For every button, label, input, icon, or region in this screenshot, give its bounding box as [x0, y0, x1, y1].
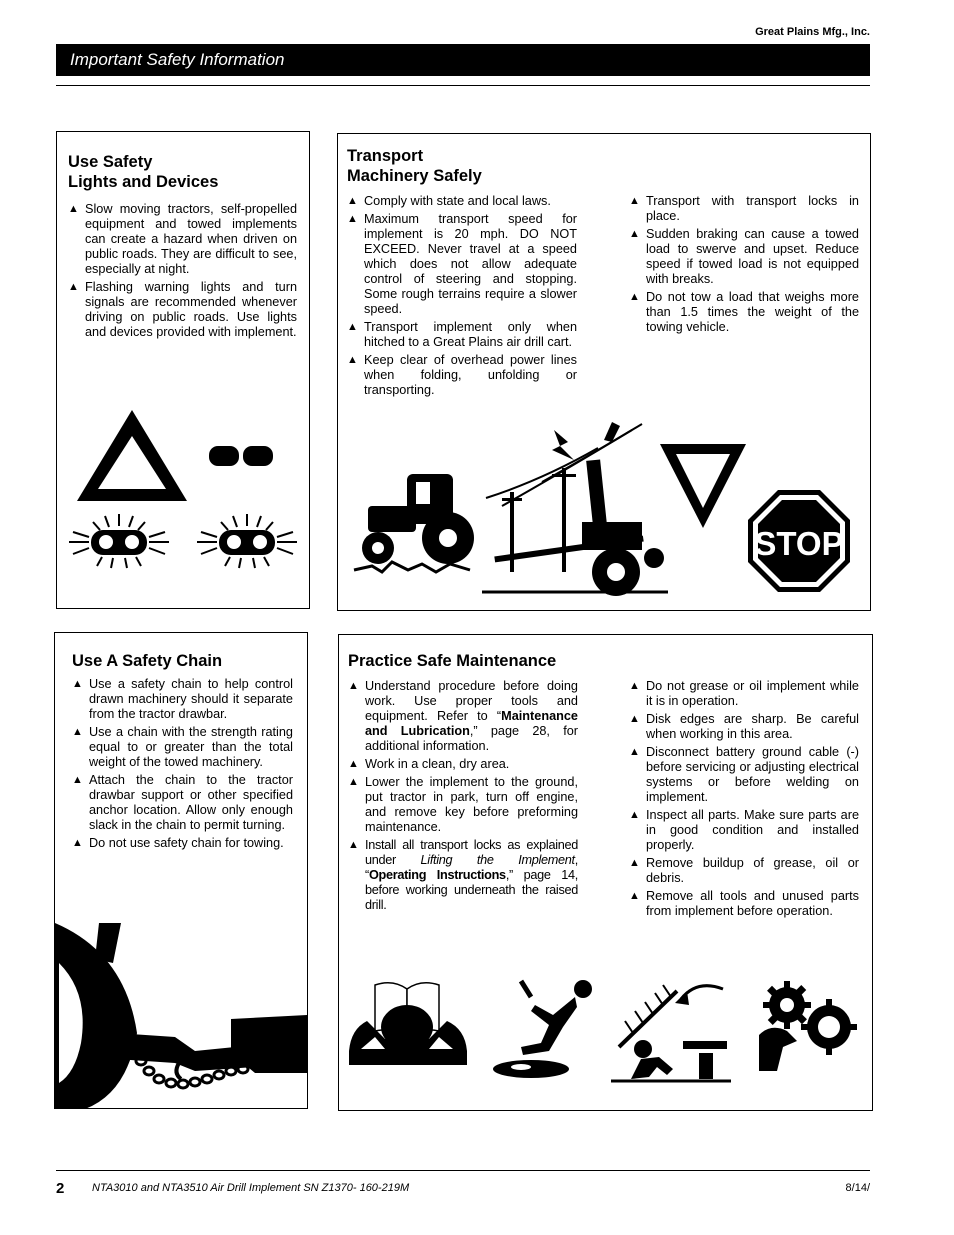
list-item: ▲ Do not grease or oil implement while it is in operation. — [629, 679, 859, 709]
maintenance-heading: Practice Safe Maintenance — [348, 652, 557, 670]
page-number: 2 — [56, 1180, 65, 1197]
list-item: ▲ Install all transport locks as explained under Lifting the Implement, “Operating Instructions,” page 14, before working underneath the raised drill. — [348, 838, 578, 913]
list-item: ▲ Use a chain with the strength rating equal to or greater than the total weight of the towed machinery. — [72, 725, 293, 770]
list-item: ▲ Comply with state and local laws. — [347, 194, 577, 209]
list-item: ▲ Keep clear of overhead power lines when folding, unfolding or transporting. — [347, 353, 577, 398]
list-item: ▲ Sudden braking can cause a towed load to swerve and upset. Reduce speed if towed load is not equipped with breaks. — [629, 227, 859, 287]
list-item: ▲ Understand procedure before doing work. Use proper tools and equipment. Refer to “Maintenance and Lubrication,” page 28, for additional information. — [348, 679, 578, 754]
flashing-warning-light-icon — [67, 512, 171, 570]
falling-implement-crush-icon — [611, 977, 733, 1083]
list-item: ▲ Slow moving tractors, self-propelled equipment and towed implements can create a hazard when driven on public roads. They are difficult to see, especially at night. — [68, 202, 297, 277]
lights-list — [68, 202, 297, 340]
slow-moving-vehicle-emblem-icon — [75, 408, 189, 503]
list-item: ▲ Inspect all parts. Make sure parts are in good condition and installed properly. — [629, 808, 859, 853]
slip-hazard-icon — [491, 975, 595, 1081]
rotating-gears-hand-icon — [757, 975, 857, 1075]
list-item: ▲ Attach the chain to the tractor drawbar support or other specified anchor location. Allow only enough slack in the chain to permit turning. — [72, 773, 293, 833]
list-item: ▲ Disk edges are sharp. Be careful when working in this area. — [629, 712, 859, 742]
section-title: Important Safety Information — [70, 50, 285, 69]
list-item: ▲ Maximum transport speed for implement is 20 mph. DO NOT EXCEED. Never travel at a speed which does not allow adequate control of steering and stopping. Some rough terrains require a slower speed. — [347, 212, 577, 317]
section-title-bar — [56, 44, 870, 76]
stop-sign-text: STOP — [754, 525, 844, 562]
document-title: NTA3010 and NTA3510 Air Drill Implement SN Z1370- 160-219M — [92, 1182, 410, 1194]
lights-panel — [56, 131, 310, 609]
company-name: Great Plains Mfg., Inc. — [755, 26, 870, 38]
footer-rule — [56, 1170, 870, 1171]
header-rule — [56, 85, 870, 86]
list-item: ▲ Transport implement only when hitched to a Great Plains air drill cart. — [347, 320, 577, 350]
safety-chain-hitch-icon — [55, 923, 307, 1109]
list-item: ▲ Use a safety chain to help control drawn machinery should it separate from the tractor drawbar. — [72, 677, 293, 722]
list-item: ▲ Remove buildup of grease, oil or debris. — [629, 856, 859, 886]
maintenance-list-left — [348, 679, 578, 913]
transport-list-left — [347, 194, 577, 398]
stop-sign-icon — [746, 488, 852, 594]
chain-heading: Use A Safety Chain — [72, 652, 223, 670]
list-item: ▲ Do not tow a load that weighs more than 1.5 times the weight of the towing vehicle. — [629, 290, 859, 335]
yield-sign-icon — [658, 440, 748, 530]
tractor-icon — [352, 466, 480, 578]
maintenance-panel — [338, 634, 873, 1111]
transport-heading: Transport Machinery Safely — [347, 147, 482, 185]
list-item: ▲ Flashing warning lights and turn signals are recommended whenever driving on public roads. Use lights and devices provided with implement. — [68, 280, 297, 340]
power-line-hazard-icon — [482, 420, 672, 598]
chain-panel — [54, 632, 308, 1109]
turn-signal-lamps-icon — [207, 442, 277, 470]
flashing-warning-light-icon — [195, 512, 299, 570]
list-item: ▲ Do not use safety chain for towing. — [72, 836, 293, 851]
read-manual-icon — [345, 979, 473, 1069]
list-item: ▲ Remove all tools and unused parts from implement before operation. — [629, 889, 859, 919]
chain-list — [72, 677, 293, 851]
list-item: ▲ Lower the implement to the ground, put tractor in park, turn off engine, and remove key before preforming maintenance. — [348, 775, 578, 835]
transport-panel — [337, 133, 871, 611]
list-item: ▲ Disconnect battery ground cable (-) before servicing or adjusting electrical systems or before welding on implement. — [629, 745, 859, 805]
list-item: ▲ Work in a clean, dry area. — [348, 757, 578, 772]
lights-heading: Use Safety Lights and Devices — [68, 153, 219, 191]
list-item: ▲ Transport with transport locks in place. — [629, 194, 859, 224]
maintenance-list-right — [629, 679, 859, 919]
document-date: 8/14/ — [845, 1182, 870, 1194]
transport-list-right — [629, 194, 859, 335]
